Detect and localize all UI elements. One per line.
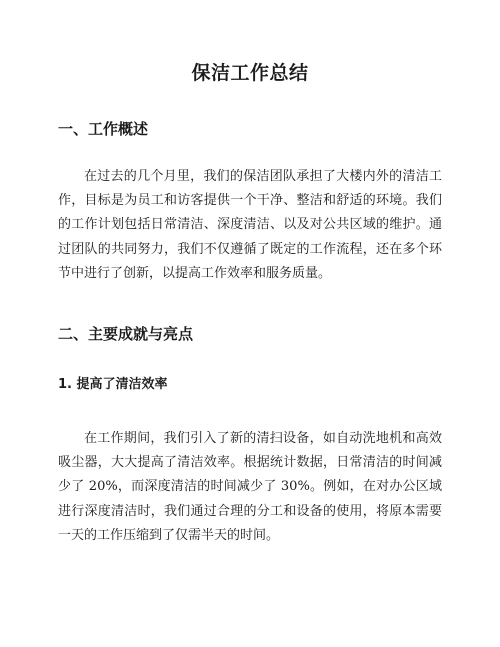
subsection-heading-efficiency: 1. 提高了清洁效率 [58, 377, 168, 393]
efficiency-paragraph: 在工作期间，我们引入了新的清扫设备，如自动洗地机和高效吸尘器，大大提高了清洁效率。根据统计数据，日常清洁的时间减少了 20%，而深度清洁的时间减少了 30%。例如，在对办公区域进行深度清洁时，我们通过合理的分工和设备的使用，将原本需要一天的工作压缩到了仅需半天的时间。 [58, 431, 442, 543]
overview-paragraph: 在过去的几个月里，我们的保洁团队承担了大楼内外的清洁工作，目标是为员工和访客提供一个干净、整洁和舒适的环境。我们的工作计划包括日常清洁、深度清洁、以及对公共区域的维护。通过团队的共同努力，我们不仅遵循了既定的工作流程，还在多个环节中进行了创新，以提高工作效率和服务质量。 [58, 169, 442, 281]
section-heading-overview: 一、工作概述 [58, 120, 149, 138]
section-heading-achievements: 二、主要成就与亮点 [58, 325, 194, 344]
document-title: 保洁工作总结 [191, 62, 309, 84]
